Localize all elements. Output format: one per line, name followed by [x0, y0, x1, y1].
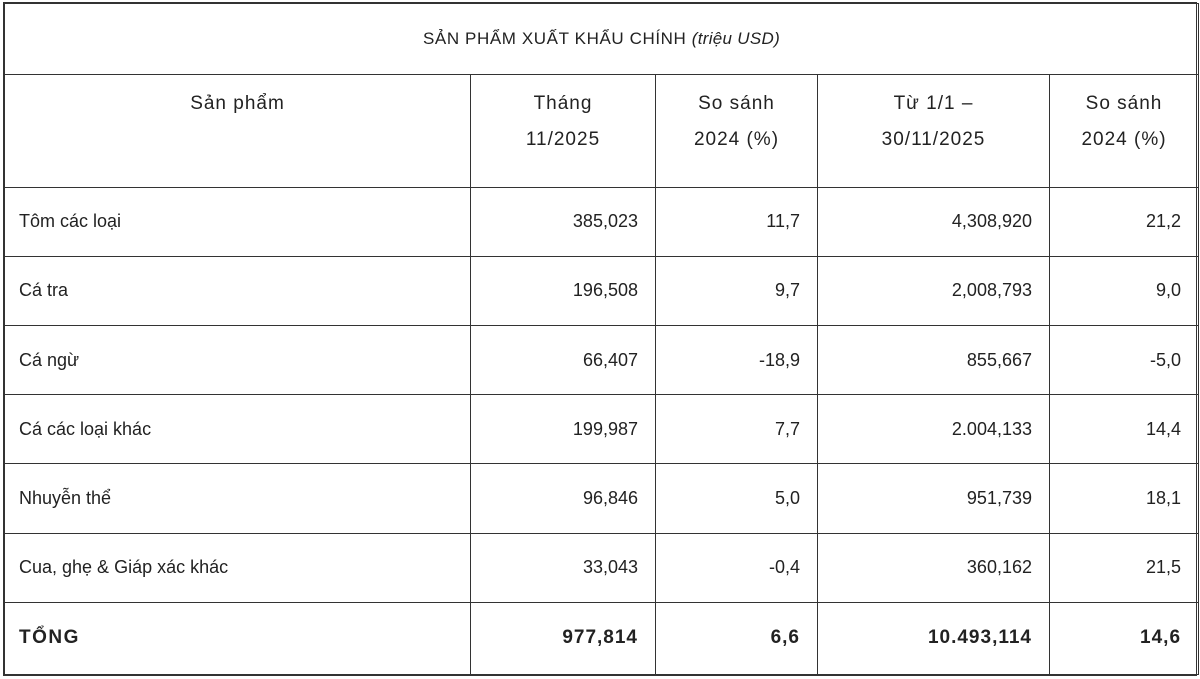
cell-month: 385,023 [471, 187, 656, 256]
cell-total-compare-month: 6,6 [656, 602, 818, 674]
cell-total-label: TỔNG [5, 602, 471, 674]
cell-compare-month: -0,4 [656, 533, 818, 602]
cell-product: Cá ngừ [5, 325, 471, 394]
table-title-row [5, 4, 1199, 75]
cell-compare-month: 11,7 [656, 187, 818, 256]
header-line: So sánh [1085, 93, 1163, 115]
cell-product: Nhuyễn thể [5, 464, 471, 533]
table-header-row [5, 75, 1199, 187]
table-row [5, 395, 1199, 464]
cell-total-ytd: 10.493,114 [818, 602, 1050, 674]
cell-product: Cá tra [5, 256, 471, 325]
cell-ytd: 2.004,133 [818, 395, 1050, 464]
header-line: Tháng [533, 93, 593, 115]
cell-compare-month: -18,9 [656, 325, 818, 394]
cell-compare-ytd: -5,0 [1050, 325, 1199, 394]
cell-month: 196,508 [471, 256, 656, 325]
cell-product: Cua, ghẹ & Giáp xác khác [5, 533, 471, 602]
table-unit: (triệu USD) [691, 29, 781, 49]
cell-total-compare-ytd: 14,6 [1050, 602, 1199, 674]
cell-ytd: 360,162 [818, 533, 1050, 602]
table-row [5, 533, 1199, 602]
cell-compare-ytd: 21,2 [1050, 187, 1199, 256]
cell-total-month: 977,814 [471, 602, 656, 674]
column-header-product [5, 75, 471, 187]
header-line: 30/11/2025 [881, 129, 986, 151]
cell-month: 199,987 [471, 395, 656, 464]
column-header-compare-ytd [1050, 75, 1199, 187]
header-line: 11/2025 [525, 129, 601, 151]
cell-compare-ytd: 18,1 [1050, 464, 1199, 533]
table-row [5, 256, 1199, 325]
column-header-compare-month [656, 75, 818, 187]
table-total-row [5, 602, 1199, 674]
cell-month: 66,407 [471, 325, 656, 394]
cell-compare-month: 7,7 [656, 395, 818, 464]
table-row [5, 464, 1199, 533]
cell-ytd: 951,739 [818, 464, 1050, 533]
export-products-table [4, 3, 1199, 675]
header-line: 2024 (%) [693, 129, 780, 151]
table-row [5, 187, 1199, 256]
cell-month: 33,043 [471, 533, 656, 602]
cell-ytd: 855,667 [818, 325, 1050, 394]
header-line: 2024 (%) [1081, 129, 1167, 151]
table-title-text: SẢN PHẨM XUẤT KHẨU CHÍNH [422, 29, 687, 49]
header-line: So sánh [698, 93, 775, 115]
cell-product: Cá các loại khác [5, 395, 471, 464]
table-title [5, 4, 1199, 75]
cell-ytd: 2,008,793 [818, 256, 1050, 325]
cell-product: Tôm các loại [5, 187, 471, 256]
cell-compare-ytd: 14,4 [1050, 395, 1199, 464]
cell-compare-month: 5,0 [656, 464, 818, 533]
cell-compare-ytd: 9,0 [1050, 256, 1199, 325]
header-line: Sản phẩm [190, 93, 285, 115]
table-row [5, 325, 1199, 394]
cell-compare-ytd: 21,5 [1050, 533, 1199, 602]
export-products-table-container [3, 2, 1197, 676]
column-header-ytd [818, 75, 1050, 187]
cell-ytd: 4,308,920 [818, 187, 1050, 256]
cell-compare-month: 9,7 [656, 256, 818, 325]
cell-month: 96,846 [471, 464, 656, 533]
column-header-month [471, 75, 656, 187]
header-line: Từ 1/1 – [893, 93, 974, 115]
